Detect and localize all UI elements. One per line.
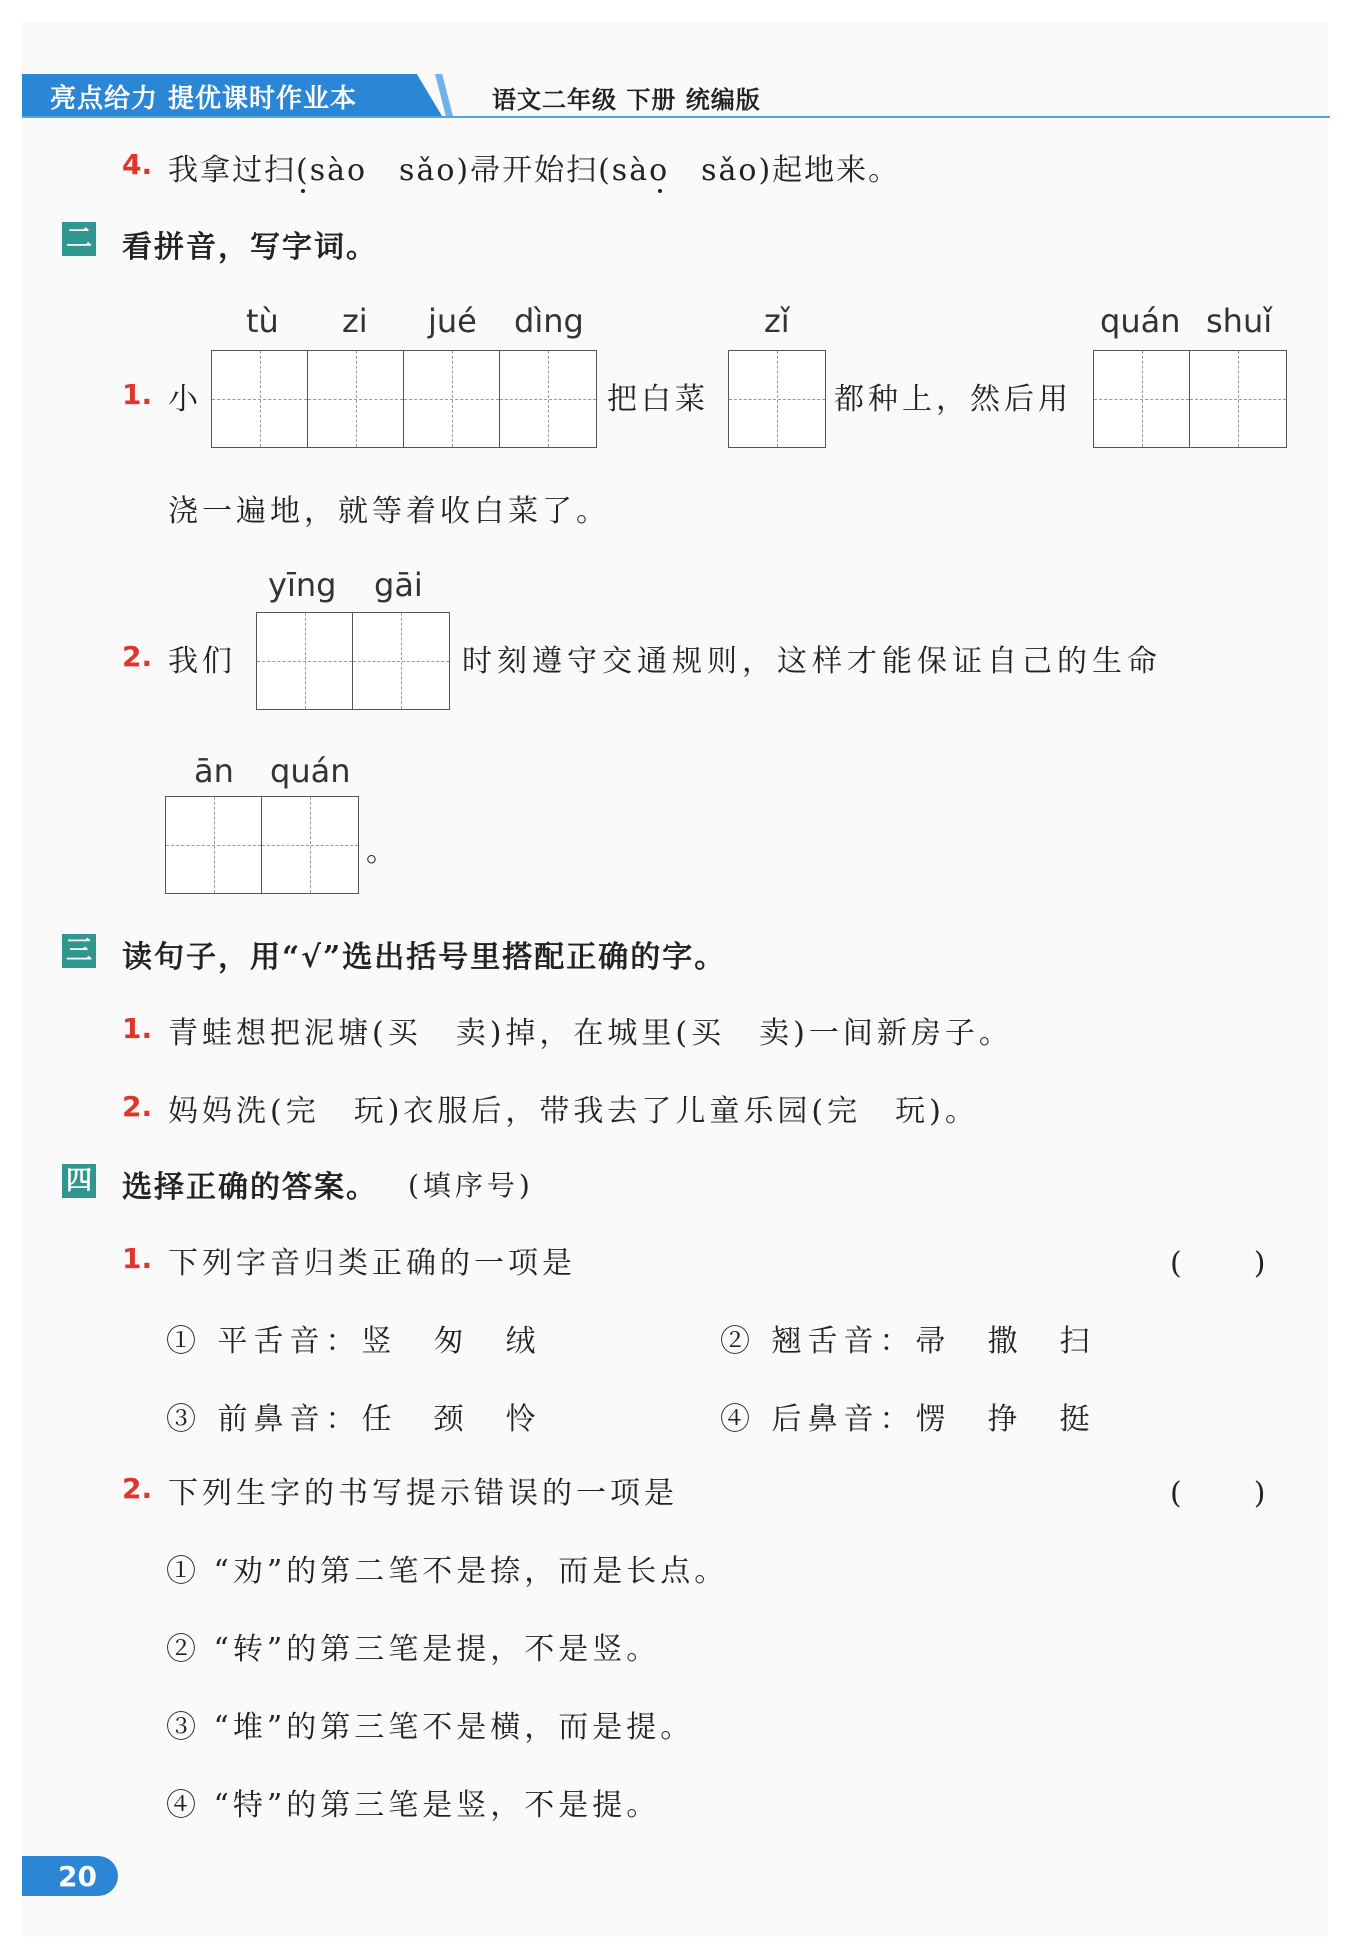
s2-item-1-mid2: 都种上，然后用 <box>834 382 1072 417</box>
pinyin: tù <box>246 302 279 340</box>
s4-q2-text: 下列生字的书写提示错误的一项是 <box>168 1476 678 1511</box>
option-4: ④ 后鼻音：愣 挣 挺 <box>720 1402 1096 1437</box>
s3-item-1-text: 青蛙想把泥塘(买 卖)掉，在城里(买 卖)一间新房子。 <box>168 1016 1013 1051</box>
pinyin: yīng <box>268 566 337 604</box>
writing-cell[interactable] <box>262 797 358 893</box>
writing-cell[interactable] <box>404 351 500 447</box>
s4-q2-number: 2. <box>122 1472 153 1505</box>
section-2-title: 看拼音，写字词。 <box>122 230 378 265</box>
writing-grid-tuzi-jueding[interactable] <box>211 350 597 448</box>
pinyin: ān <box>194 752 234 790</box>
option-1: ① 平舌音：竖 匆 绒 <box>166 1324 542 1359</box>
pinyin: quán <box>1100 302 1181 340</box>
pinyin: dìng <box>514 302 584 340</box>
pinyin: zǐ <box>764 302 790 340</box>
s2-item-2-before: 我们 <box>168 644 236 679</box>
s3-item-2-number: 2. <box>122 1090 153 1123</box>
writing-cell[interactable] <box>353 613 449 709</box>
writing-grid-quanshui[interactable] <box>1093 350 1287 448</box>
writing-grid-zi[interactable] <box>728 350 826 448</box>
writing-cell[interactable] <box>257 613 353 709</box>
option-4: ④ “特”的第三笔是竖，不是提。 <box>166 1788 661 1823</box>
page-number: 20 <box>58 1860 97 1893</box>
section-2-badge: 二 <box>62 222 96 256</box>
option-2: ② 翘舌音：帚 撒 扫 <box>720 1324 1096 1359</box>
s2-item-2-end: 。 <box>366 834 400 869</box>
writing-cell[interactable] <box>308 351 404 447</box>
s4-q1-number: 1. <box>122 1242 153 1275</box>
writing-grid-yinggai[interactable] <box>256 612 450 710</box>
item-4-text: 我拿过扫(sào sǎo)帚开始扫(sào sǎo)起地来。 <box>168 153 901 188</box>
writing-cell[interactable] <box>1094 351 1190 447</box>
option-3: ③ 前鼻音：任 颈 怜 <box>166 1402 542 1437</box>
s3-item-1-number: 1. <box>122 1012 153 1045</box>
item-4-number: 4. <box>122 148 153 181</box>
header-brand: 亮点给力 提优课时作业本 <box>50 84 358 114</box>
option-2: ② “转”的第三笔是提，不是竖。 <box>166 1632 661 1667</box>
pinyin: quán <box>270 752 351 790</box>
s3-item-2-text: 妈妈洗(完 玩)衣服后，带我去了儿童乐园(完 玩)。 <box>168 1094 979 1129</box>
writing-cell[interactable] <box>500 351 596 447</box>
answer-parentheses[interactable]: ( ) <box>1170 1476 1270 1511</box>
writing-cell[interactable] <box>212 351 308 447</box>
s2-item-1-before: 小 <box>168 382 202 417</box>
header-divider <box>22 116 1330 118</box>
section-4-title: 选择正确的答案。 <box>122 1170 378 1205</box>
section-4-title-note: (填序号) <box>408 1169 534 1202</box>
s2-item-1-number: 1. <box>122 378 153 411</box>
section-3-title: 读句子，用“√”选出括号里搭配正确的字。 <box>122 940 727 975</box>
s2-item-1-mid1: 把白菜 <box>607 382 709 417</box>
emphasis-dot <box>658 189 662 193</box>
pinyin: zi <box>342 302 368 340</box>
s4-q1-text: 下列字音归类正确的一项是 <box>168 1246 576 1281</box>
section-3-badge: 三 <box>62 934 96 968</box>
writing-grid-anquan[interactable] <box>165 796 359 894</box>
writing-cell[interactable] <box>729 351 825 447</box>
writing-cell[interactable] <box>166 797 262 893</box>
pinyin: shuǐ <box>1206 302 1273 340</box>
s2-item-2-after: 时刻遵守交通规则，这样才能保证自己的生命 <box>462 644 1162 679</box>
answer-parentheses[interactable]: ( ) <box>1170 1246 1270 1281</box>
header-subtitle: 语文二年级 下册 统编版 <box>492 86 761 114</box>
emphasis-dot <box>301 189 305 193</box>
option-3: ③ “堆”的第三笔不是横，而是提。 <box>166 1710 695 1745</box>
pinyin: gāi <box>374 566 423 604</box>
option-1: ① “劝”的第二笔不是捺，而是长点。 <box>166 1554 729 1589</box>
s2-item-2-number: 2. <box>122 640 153 673</box>
s2-item-1-line2: 浇一遍地，就等着收白菜了。 <box>168 494 610 529</box>
pinyin: jué <box>428 302 477 340</box>
writing-cell[interactable] <box>1190 351 1286 447</box>
section-4-badge: 四 <box>62 1164 96 1198</box>
